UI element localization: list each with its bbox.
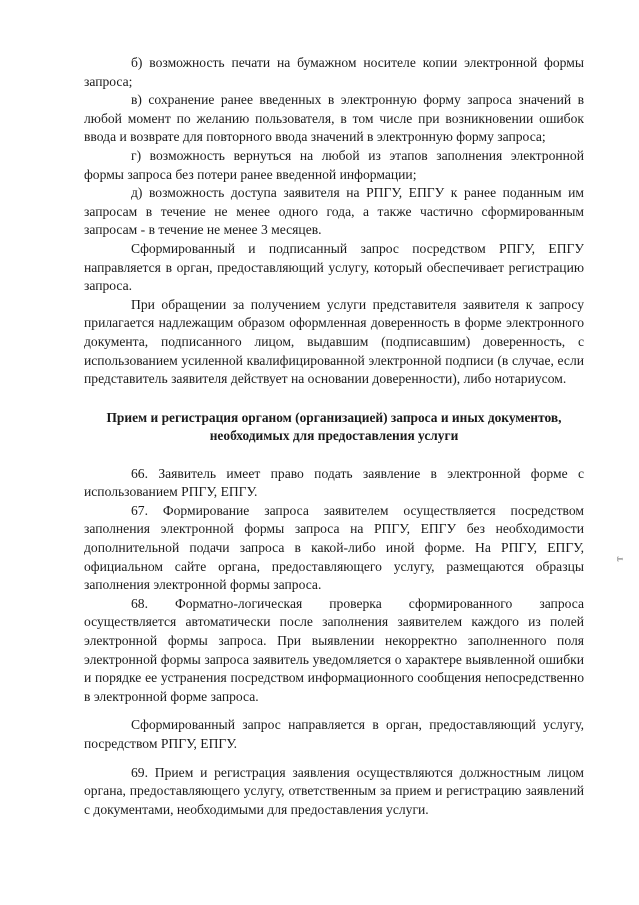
paragraph-signed-request: Сформированный и подписанный запрос посредством РПГУ, ЕПГУ направляется в орган, предоставляющий услугу, который обеспечивает регистрацию запроса. <box>84 240 584 294</box>
paragraph-formed-request: Сформированный запрос направляется в орган, предоставляющий услугу, посредством РПГУ, ЕПГУ. <box>84 717 584 751</box>
paragraph-67: 67. Формирование запроса заявителем осуществляется посредством заполнения электронной формы запроса на РПГУ, ЕПГУ без необходимости дополнительной подачи запроса в какой-либо иной форме. На РПГУ, ЕПГУ, официальном сайте органа, предоставляющего услугу, размещаются образцы заполнения электронной формы запроса. <box>84 502 584 593</box>
paragraph-69: 69. Прием и регистрация заявления осуществляются должностным лицом органа, предоставляющего услугу, ответственным за прием и регистрацию заявлений с документами, необходимыми для предоставления услуги. <box>84 764 584 817</box>
paragraph-d: д) возможность доступа заявителя на РПГУ, ЕПГУ к ранее поданным им запросам в течение не менее одного года, а также частично сформированным запросам - в течение не менее 3 месяцев. <box>84 185 584 238</box>
paragraph-representative: При обращении за получением услуги представителя заявителя к запросу прилагается надлежащим образом оформленная доверенность в форме электронного документа, подписанного лицом, выдавшим (подписавшим) доверенность, с использованием усиленной квалифицированной электронной подписи (в случае, если представитель заявителя действует на основании доверенности), либо нотариусом. <box>84 296 584 387</box>
paragraph-68: 68. Форматно-логическая проверка сформированного запроса осуществляется автоматически после заполнения заявителем каждого из полей электронной формы запроса. При выявлении некорректно заполненного поля электронной формы запроса заявитель уведомляется о характере выявленной ошибки и порядке ее устранения посредством информационного сообщения непосредственно в электронной форме запроса. <box>84 595 584 704</box>
margin-mark: т <box>613 556 626 562</box>
paragraph-v: в) сохранение ранее введенных в электронную форму запроса значений в любой момент по желанию пользователя, в том числе при возникновении ошибок ввода и возврате для повторного ввода значений в электронную форму запроса; <box>84 92 584 145</box>
paragraph-b: б) возможность печати на бумажном носителе копии электронной формы запроса; <box>84 55 584 89</box>
document-body <box>84 54 584 819</box>
paragraph-g: г) возможность вернуться на любой из этапов заполнения электронной формы запроса без потери ранее введенной информации; <box>84 147 584 182</box>
section-heading: Прием и регистрация органом (организацией) запроса и иных документов, необходимых для предоставления услуги <box>106 409 562 443</box>
paragraph-66: 66. Заявитель имеет право подать заявление в электронной форме с использованием РПГУ, ЕПГУ. <box>84 465 584 500</box>
